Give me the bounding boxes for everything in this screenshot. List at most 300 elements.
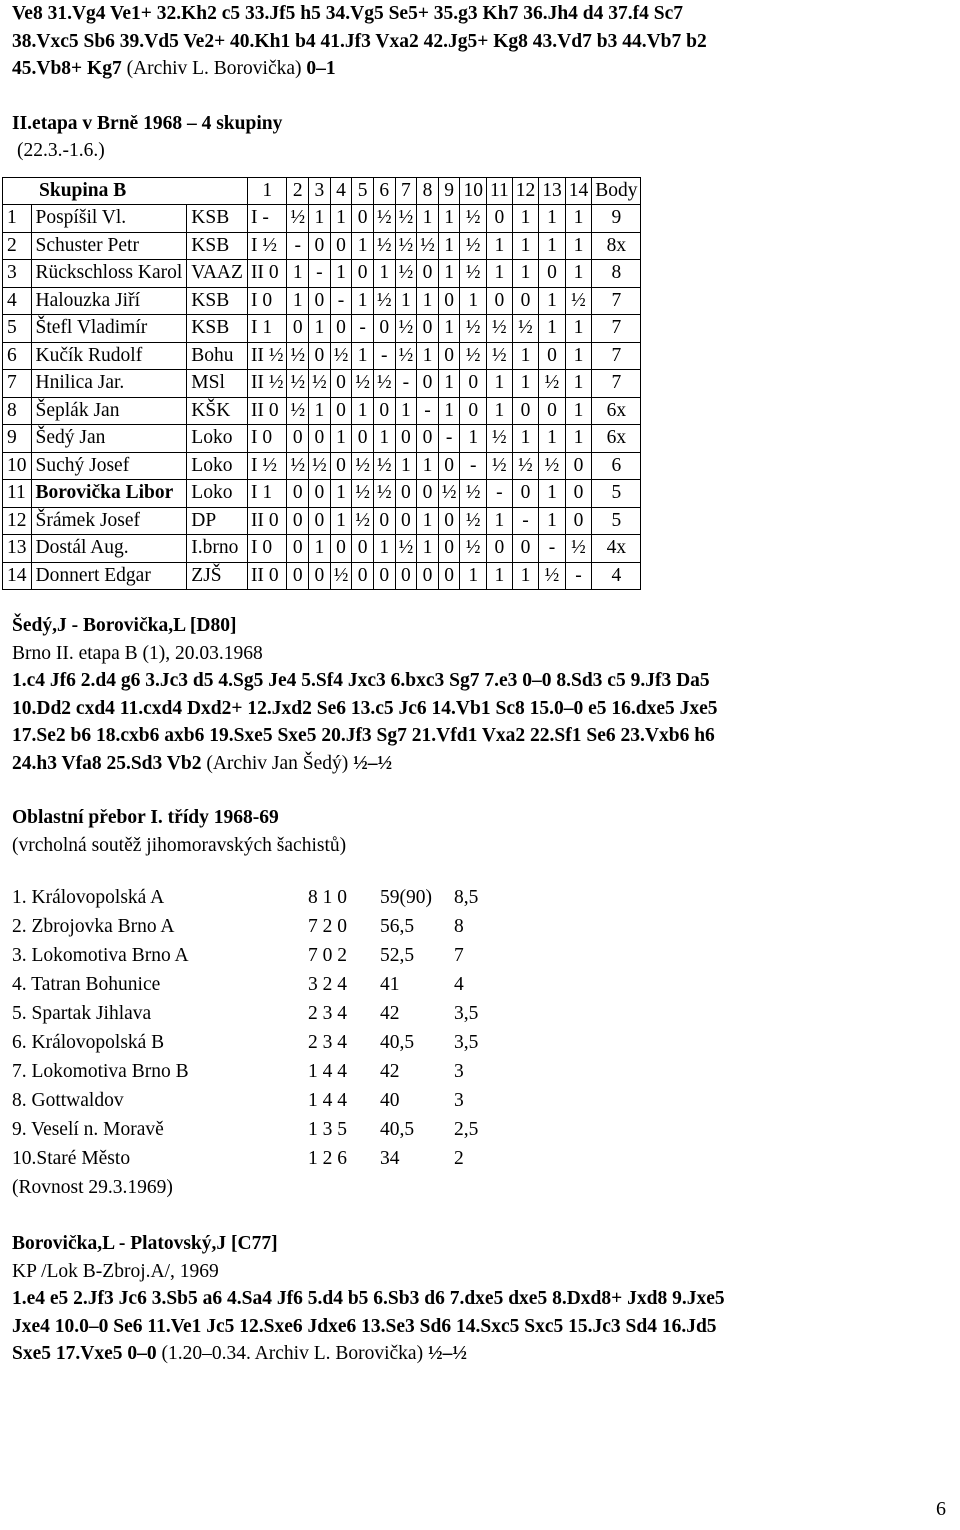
result-cell: 0 (460, 397, 487, 425)
player-class: II (250, 372, 264, 394)
team-points: 3 (454, 1061, 464, 1082)
game1-moves-line3-row (12, 55, 956, 83)
result-cell: 0 (395, 507, 417, 535)
result-cell: 1 (486, 397, 512, 425)
player-points: 7 (592, 342, 641, 370)
result-cell: 0 (417, 370, 439, 398)
player-points: 4x (592, 535, 641, 563)
team-points: 8,5 (454, 887, 479, 908)
team-points: 7 (454, 945, 464, 966)
result-cell: 1 (486, 507, 512, 535)
result-cell: 0 (417, 260, 439, 288)
crosstable-row (3, 425, 641, 453)
player-class: I (250, 537, 258, 559)
team-score: 40,5 (380, 1119, 415, 1140)
col-header: 8 (417, 177, 439, 205)
crosstable-row (3, 535, 641, 563)
result-cell: 0 (395, 425, 417, 453)
result-cell: ½ (373, 452, 395, 480)
result-cell: 1 (565, 232, 592, 260)
result-cell: 1 (565, 425, 592, 453)
result-cell: 1 (539, 232, 566, 260)
result-cell: 0 (486, 535, 512, 563)
result-cell: ½ (395, 205, 417, 233)
result-cell: 1 (395, 452, 417, 480)
result-cell: ½ (352, 452, 374, 480)
result-cell: ½ (460, 232, 487, 260)
result-cell: ½ (539, 452, 566, 480)
standings-row (12, 1028, 956, 1057)
section2-title: Oblastní přebor I. třídy 1968-69 (12, 807, 279, 828)
result-value: ½ (268, 344, 284, 366)
result-cell: 0 (309, 562, 331, 590)
game1-moves-line3: 45.Vb8+ Kg7 (12, 58, 122, 79)
player-name: Štefl Vladimír (31, 315, 187, 343)
crosstable-row (3, 232, 641, 260)
result-cell: 1 (417, 507, 439, 535)
result-cell (247, 480, 287, 508)
player-number: 1 (3, 205, 32, 233)
result-cell: - (438, 425, 460, 453)
result-cell: ½ (373, 232, 395, 260)
team-points: 8 (454, 916, 464, 937)
player-class: I (250, 454, 258, 476)
result-cell: 1 (373, 425, 395, 453)
result-cell: 0 (438, 507, 460, 535)
result-cell: 0 (352, 205, 374, 233)
result-cell: 0 (373, 562, 395, 590)
team-points: 4 (454, 974, 464, 995)
result-cell (247, 287, 287, 315)
result-cell: 1 (512, 370, 539, 398)
result-cell: 1 (460, 287, 487, 315)
result-value: ½ (262, 454, 277, 476)
result-cell: ½ (565, 287, 592, 315)
game3-event: KP /Lok B-Zbroj.A/, 1969 (12, 1260, 219, 1282)
result-cell: 0 (565, 480, 592, 508)
result-value: ½ (268, 372, 284, 394)
team-points: 3,5 (454, 1032, 479, 1053)
result-cell: 1 (460, 562, 487, 590)
player-points: 6x (592, 397, 641, 425)
result-cell: 1 (539, 507, 566, 535)
result-cell: 0 (438, 452, 460, 480)
result-cell: ½ (330, 342, 352, 370)
result-cell: 0 (438, 535, 460, 563)
result-cell: 0 (330, 232, 352, 260)
result-value: 0 (268, 509, 279, 531)
result-cell: ½ (373, 370, 395, 398)
result-cell: ½ (309, 452, 331, 480)
team-name: 2. Zbrojovka Brno A (12, 916, 175, 937)
result-cell: 1 (512, 205, 539, 233)
standings-row (12, 941, 956, 970)
player-class: I (250, 289, 258, 311)
col-header: 11 (486, 177, 512, 205)
result-cell (247, 452, 287, 480)
result-cell: - (309, 260, 331, 288)
result-cell: - (330, 287, 352, 315)
result-cell: 1 (417, 342, 439, 370)
result-cell: 1 (309, 535, 331, 563)
player-name: Dostál Aug. (31, 535, 187, 563)
result-cell: 1 (417, 535, 439, 563)
result-cell (247, 397, 287, 425)
result-cell (247, 535, 287, 563)
player-class: II (250, 509, 264, 531)
player-number: 3 (3, 260, 32, 288)
result-cell: 0 (486, 205, 512, 233)
team-record: 1 4 4 (308, 1090, 347, 1111)
player-name: Kučík Rudolf (31, 342, 187, 370)
result-cell: 0 (395, 480, 417, 508)
result-cell: 1 (512, 342, 539, 370)
result-cell: 1 (287, 287, 309, 315)
result-cell: 1 (438, 232, 460, 260)
game1-moves-line1: Ve8 31.Vg4 Ve1+ 32.Kh2 c5 33.Jf5 h5 34.Vg5 Se5+ 35.g3 Kh7 36.Jh4 d4 37.f4 Sc7 (12, 3, 684, 24)
result-cell: 0 (287, 425, 309, 453)
result-cell: 0 (309, 232, 331, 260)
game3-header: Borovička,L - Platovský,J [C77] (12, 1233, 278, 1254)
result-cell: ½ (287, 205, 309, 233)
player-points: 7 (592, 370, 641, 398)
result-cell: ½ (352, 370, 374, 398)
result-cell: ½ (287, 397, 309, 425)
result-cell: ½ (539, 562, 566, 590)
team-record: 7 2 0 (308, 916, 347, 937)
game2-source: (Archiv Jan Šedý) (206, 752, 349, 774)
result-cell: 0 (539, 260, 566, 288)
result-value: - (262, 207, 269, 229)
spacer (12, 859, 956, 883)
result-cell: - (373, 342, 395, 370)
team-record: 1 4 4 (308, 1061, 347, 1082)
crosstable-row (3, 260, 641, 288)
result-cell: 0 (352, 260, 374, 288)
result-cell: 0 (512, 287, 539, 315)
result-cell: - (417, 397, 439, 425)
result-value: 0 (268, 564, 279, 586)
team-score: 34 (380, 1148, 400, 1169)
result-value: 0 (262, 427, 273, 449)
result-cell: ½ (287, 452, 309, 480)
game2-header: Šedý,J - Borovička,L [D80] (12, 615, 237, 636)
result-cell: 1 (486, 370, 512, 398)
result-cell: 0 (417, 315, 439, 343)
result-cell: 0 (512, 480, 539, 508)
result-cell: ½ (395, 260, 417, 288)
player-club: MSl (187, 370, 248, 398)
result-cell: ½ (539, 370, 566, 398)
player-club: KŠK (187, 397, 248, 425)
team-score: 40 (380, 1090, 400, 1111)
crosstable-body (3, 205, 641, 590)
player-number: 11 (3, 480, 32, 508)
player-number: 6 (3, 342, 32, 370)
player-club: KSB (187, 287, 248, 315)
crosstable-row (3, 370, 641, 398)
crosstable-row (3, 287, 641, 315)
col-header: 9 (438, 177, 460, 205)
result-cell: 0 (330, 452, 352, 480)
game2-moves-line4: 24.h3 Vfa8 25.Sd3 Vb2 (12, 752, 202, 774)
result-cell: 1 (438, 260, 460, 288)
result-cell: 1 (565, 260, 592, 288)
result-cell: 0 (460, 370, 487, 398)
result-cell: 0 (287, 562, 309, 590)
player-club: Loko (187, 452, 248, 480)
team-name: 3. Lokomotiva Brno A (12, 945, 189, 966)
result-cell: 1 (330, 260, 352, 288)
result-cell: ½ (373, 287, 395, 315)
result-cell: 0 (539, 397, 566, 425)
player-club: Loko (187, 425, 248, 453)
result-value: 0 (262, 289, 273, 311)
result-cell: 0 (309, 425, 331, 453)
team-record: 2 3 4 (308, 1003, 347, 1024)
section1-dates: (22.3.-1.6.) (17, 140, 105, 161)
result-cell: ½ (460, 342, 487, 370)
result-cell: ½ (460, 205, 487, 233)
team-name: 6. Královopolská B (12, 1032, 165, 1053)
standings-row (12, 1057, 956, 1086)
player-class: I (250, 317, 258, 339)
team-name: 10.Staré Město (12, 1148, 131, 1169)
result-cell: 0 (330, 535, 352, 563)
player-number: 8 (3, 397, 32, 425)
result-cell: 1 (512, 260, 539, 288)
result-cell: 1 (330, 507, 352, 535)
result-cell: 1 (512, 232, 539, 260)
result-cell: 1 (330, 425, 352, 453)
game2-result: ½–½ (353, 752, 393, 774)
team-record: 3 2 4 (308, 974, 347, 995)
crosstable-row (3, 397, 641, 425)
player-class: I (250, 207, 258, 229)
result-value: 0 (262, 537, 273, 559)
game2-moves-line4-row (12, 750, 956, 778)
document-page (7, 0, 956, 1368)
result-cell: 1 (309, 397, 331, 425)
result-cell: 0 (417, 562, 439, 590)
result-cell: 1 (565, 315, 592, 343)
page-number: 6 (936, 1498, 946, 1520)
standings-row (12, 970, 956, 999)
player-points: 4 (592, 562, 641, 590)
result-cell: ½ (512, 315, 539, 343)
result-cell: 0 (309, 480, 331, 508)
result-cell: 1 (330, 205, 352, 233)
result-cell: 0 (287, 480, 309, 508)
team-score: 56,5 (380, 916, 415, 937)
team-score: 40,5 (380, 1032, 415, 1053)
result-cell (247, 232, 287, 260)
team-name: 8. Gottwaldov (12, 1090, 124, 1111)
crosstable (2, 177, 641, 591)
col-header: 14 (565, 177, 592, 205)
result-cell: ½ (565, 535, 592, 563)
game2-moves-line3: 17.Se2 b6 18.cxb6 axb6 19.Sxe5 Sxe5 20.Jf3 Sg7 21.Vfd1 Vxa2 22.Sf1 Se6 23.Vxb6 h6 (12, 725, 715, 746)
crosstable-row (3, 452, 641, 480)
result-cell: ½ (460, 260, 487, 288)
result-cell: 1 (438, 370, 460, 398)
player-club: KSB (187, 232, 248, 260)
player-number: 13 (3, 535, 32, 563)
result-cell: - (395, 370, 417, 398)
player-points: 6 (592, 452, 641, 480)
result-value: ½ (262, 234, 277, 256)
result-cell: 0 (287, 535, 309, 563)
game2-moves-line1: 1.c4 Jf6 2.d4 g6 3.Jc3 d5 4.Sg5 Je4 5.Sf4 Jxc3 6.bxc3 Sg7 7.e3 0–0 8.Sd3 c5 9.Jf3 Da5 (12, 670, 710, 691)
standings-row (12, 883, 956, 912)
game3-source: (1.20–0.34. Archiv L. Borovička) (161, 1343, 424, 1364)
player-points: 7 (592, 315, 641, 343)
result-cell: ½ (395, 342, 417, 370)
game3-moves-line3: Sxe5 17.Vxe5 0–0 (12, 1343, 157, 1364)
result-cell: 1 (460, 425, 487, 453)
player-number: 12 (3, 507, 32, 535)
result-cell: ½ (460, 507, 487, 535)
crosstable-group-title: Skupina B (3, 177, 248, 205)
result-cell: ½ (395, 535, 417, 563)
player-class: I (250, 234, 258, 256)
result-cell: ½ (373, 205, 395, 233)
result-cell: ½ (486, 425, 512, 453)
player-club: DP (187, 507, 248, 535)
result-cell: 1 (486, 260, 512, 288)
player-club: VAAZ (187, 260, 248, 288)
player-name: Šeplák Jan (31, 397, 187, 425)
spacer (12, 777, 956, 804)
player-points: 8 (592, 260, 641, 288)
result-cell: ½ (460, 535, 487, 563)
result-cell: 0 (512, 397, 539, 425)
team-record: 8 1 0 (308, 887, 347, 908)
game2-moves-line2: 10.Dd2 cxd4 11.cxd4 Dxd2+ 12.Jxd2 Se6 13.c5 Jc6 14.Vb1 Sc8 15.0–0 e5 16.dxe5 Jxe5 (12, 697, 718, 719)
team-record: 7 0 2 (308, 945, 347, 966)
result-cell: 1 (539, 205, 566, 233)
result-cell: ½ (417, 232, 439, 260)
team-name: 5. Spartak Jihlava (12, 1003, 152, 1024)
result-cell: 1 (565, 370, 592, 398)
result-cell: 1 (539, 480, 566, 508)
result-cell: ½ (395, 315, 417, 343)
result-cell (247, 562, 287, 590)
player-name: Schuster Petr (31, 232, 187, 260)
result-cell (247, 315, 287, 343)
crosstable-row (3, 480, 641, 508)
game1-result: 0–1 (306, 58, 336, 79)
result-cell: 1 (373, 535, 395, 563)
spacer (12, 1202, 956, 1230)
team-record: 2 3 4 (308, 1032, 347, 1053)
game3-result: ½–½ (427, 1343, 467, 1364)
result-cell: 1 (438, 205, 460, 233)
player-club: KSB (187, 315, 248, 343)
result-cell: ½ (486, 342, 512, 370)
game3-moves-line3-row (12, 1340, 956, 1368)
team-points: 2,5 (454, 1119, 479, 1140)
result-cell: 0 (330, 315, 352, 343)
result-cell: 1 (539, 287, 566, 315)
result-cell: 1 (417, 452, 439, 480)
result-cell: ½ (395, 232, 417, 260)
result-cell: 1 (486, 562, 512, 590)
result-cell: 1 (417, 287, 439, 315)
player-name: Halouzka Jiří (31, 287, 187, 315)
result-cell: ½ (486, 315, 512, 343)
crosstable-row (3, 315, 641, 343)
result-cell: ½ (330, 562, 352, 590)
team-name: 9. Veselí n. Moravě (12, 1119, 164, 1140)
result-cell: 0 (287, 507, 309, 535)
result-cell: ½ (352, 480, 374, 508)
result-cell: 1 (330, 480, 352, 508)
result-cell: 0 (352, 425, 374, 453)
result-cell: 1 (373, 260, 395, 288)
player-name: Šrámek Josef (31, 507, 187, 535)
result-cell: 1 (512, 425, 539, 453)
result-cell: ½ (438, 480, 460, 508)
result-cell: 0 (565, 452, 592, 480)
result-cell: 0 (287, 315, 309, 343)
col-header: 6 (373, 177, 395, 205)
game3-moves-line2: Jxe4 10.0–0 Se6 11.Ve1 Jc5 12.Sxe6 Jdxe6 13.Se3 Sd6 14.Sxc5 Sxc5 15.Jc3 Sd4 16.Jd5 (12, 1315, 717, 1337)
col-header: 7 (395, 177, 417, 205)
standings-row (12, 1115, 956, 1144)
result-cell: 1 (565, 342, 592, 370)
player-class: I (250, 482, 258, 504)
player-name: Hnilica Jar. (31, 370, 187, 398)
result-cell: - (287, 232, 309, 260)
result-cell: - (512, 507, 539, 535)
col-header: 10 (460, 177, 487, 205)
result-cell: ½ (373, 480, 395, 508)
result-cell: 0 (395, 562, 417, 590)
player-number: 7 (3, 370, 32, 398)
game1-source: (Archiv L. Borovička) (126, 58, 302, 79)
result-cell: 0 (539, 342, 566, 370)
player-number: 14 (3, 562, 32, 590)
col-header: 13 (539, 177, 566, 205)
team-score: 59(90) (380, 887, 432, 908)
player-number: 5 (3, 315, 32, 343)
player-number: 4 (3, 287, 32, 315)
result-cell (247, 205, 287, 233)
result-value: 1 (262, 482, 273, 504)
result-cell: 1 (352, 287, 374, 315)
result-cell: 1 (512, 562, 539, 590)
result-cell: 0 (438, 342, 460, 370)
player-number: 10 (3, 452, 32, 480)
result-cell: 0 (417, 480, 439, 508)
crosstable-row (3, 205, 641, 233)
result-cell: 0 (438, 287, 460, 315)
result-cell: 0 (352, 535, 374, 563)
player-name: Suchý Josef (31, 452, 187, 480)
result-cell: 1 (417, 205, 439, 233)
result-cell (247, 260, 287, 288)
result-cell: 0 (512, 535, 539, 563)
player-points: 6x (592, 425, 641, 453)
player-club: Bohu (187, 342, 248, 370)
player-class: II (250, 344, 264, 366)
result-cell: 0 (309, 287, 331, 315)
standings-row (12, 1086, 956, 1115)
result-cell: 0 (565, 507, 592, 535)
result-cell: 0 (309, 342, 331, 370)
result-cell: 1 (438, 397, 460, 425)
